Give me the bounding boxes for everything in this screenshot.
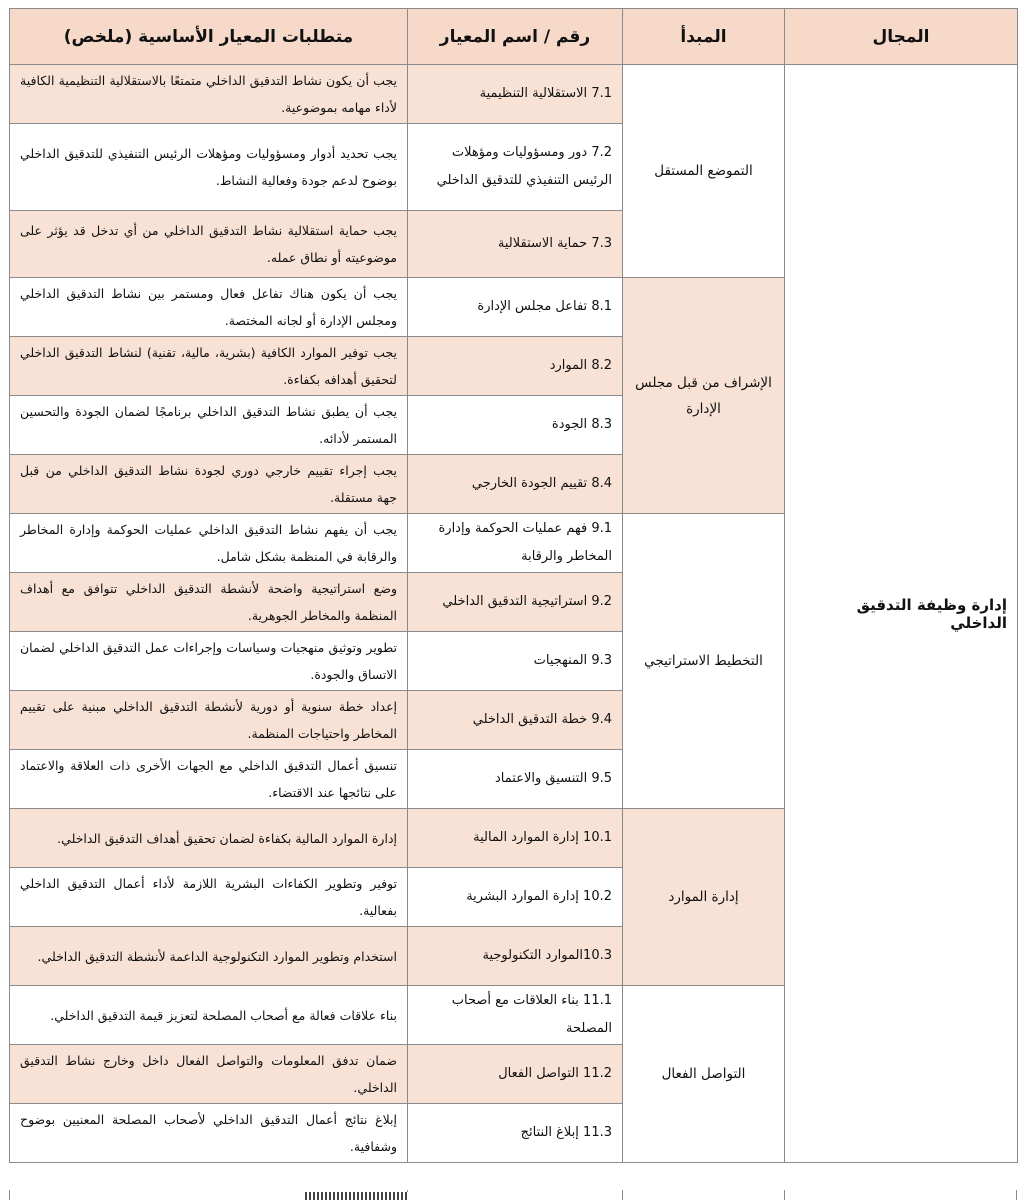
standard-cell: 10.2 إدارة الموارد البشرية: [408, 868, 623, 927]
standard-cell: 10.3الموارد التكنولوجية: [408, 927, 623, 986]
principle-cell: الإشراف من قبل مجلس الإدارة: [623, 278, 785, 514]
standard-cell: 11.1 بناء العلاقات مع أصحاب المصلحة: [408, 986, 623, 1045]
requirement-cell: يجب أن يكون نشاط التدقيق الداخلي متمتعًا بالاستقلالية التنظيمية الكافية لأداء مهامه بموضوعية.: [10, 65, 408, 124]
table-row: [10, 65, 1018, 124]
standard-cell: 7.1 الاستقلالية التنظيمية: [408, 65, 623, 124]
standard-cell: 8.2 الموارد: [408, 337, 623, 396]
standard-cell: 11.3 إبلاغ النتائج: [408, 1104, 623, 1163]
cut-off-text: [305, 1192, 409, 1200]
header-row: [10, 9, 1018, 65]
requirement-cell: ضمان تدفق المعلومات والتواصل الفعال داخل وخارج نشاط التدقيق الداخلي.: [10, 1045, 408, 1104]
standard-cell: 10.1 إدارة الموارد المالية: [408, 809, 623, 868]
column-tick: [622, 1190, 623, 1200]
principle-cell: إدارة الموارد: [623, 809, 785, 986]
principle-cell: التموضع المستقل: [623, 65, 785, 278]
standard-cell: 9.3 المنهجيات: [408, 632, 623, 691]
standard-cell: 9.4 خطة التدقيق الداخلي: [408, 691, 623, 750]
principle-cell: التخطيط الاستراتيجي: [623, 514, 785, 809]
requirement-cell: يجب تحديد أدوار ومسؤوليات ومؤهلات الرئيس التنفيذي للتدقيق الداخلي بوضوح لدعم جودة وفعالية النشاط.: [10, 124, 408, 211]
standard-cell: 9.2 استراتيجية التدقيق الداخلي: [408, 573, 623, 632]
principle-cell: التواصل الفعال: [623, 986, 785, 1163]
requirement-cell: يجب حماية استقلالية نشاط التدقيق الداخلي من أي تدخل قد يؤثر على موضوعيته أو نطاق عمله.: [10, 211, 408, 278]
header-requirements: متطلبات المعيار الأساسية (ملخص): [10, 9, 408, 65]
requirement-cell: يجب أن يفهم نشاط التدقيق الداخلي عمليات الحوكمة وإدارة المخاطر والرقابة في المنظمة بشكل شامل.: [10, 514, 408, 573]
standard-cell: 9.1 فهم عمليات الحوكمة وإدارة المخاطر والرقابة: [408, 514, 623, 573]
requirement-cell: إدارة الموارد المالية بكفاءة لضمان تحقيق أهداف التدقيق الداخلي.: [10, 809, 408, 868]
requirement-cell: بناء علاقات فعالة مع أصحاب المصلحة لتعزيز قيمة التدقيق الداخلي.: [10, 986, 408, 1045]
header-standard: رقم / اسم المعيار: [408, 9, 623, 65]
column-tick: [9, 1190, 10, 1200]
requirement-cell: يجب توفير الموارد الكافية (بشرية، مالية، تقنية) لنشاط التدقيق الداخلي لتحقيق أهدافه بكفاءة.: [10, 337, 408, 396]
column-tick: [1016, 1190, 1017, 1200]
domain-cell: إدارة وظيفة التدقيق الداخلي: [785, 65, 1018, 1163]
requirement-cell: يجب أن يكون هناك تفاعل فعال ومستمر بين نشاط التدقيق الداخلي ومجلس الإدارة أو لجانه المختصة.: [10, 278, 408, 337]
standard-cell: 9.5 التنسيق والاعتماد: [408, 750, 623, 809]
standard-cell: 8.4 تقييم الجودة الخارجي: [408, 455, 623, 514]
requirement-cell: استخدام وتطوير الموارد التكنولوجية الداعمة لأنشطة التدقيق الداخلي.: [10, 927, 408, 986]
requirement-cell: يجب أن يطبق نشاط التدقيق الداخلي برنامجًا لضمان الجودة والتحسين المستمر لأدائه.: [10, 396, 408, 455]
column-tick: [784, 1190, 785, 1200]
standard-cell: 7.2 دور ومسؤوليات ومؤهلات الرئيس التنفيذي للتدقيق الداخلي: [408, 124, 623, 211]
standard-cell: 8.3 الجودة: [408, 396, 623, 455]
requirement-cell: إعداد خطة سنوية أو دورية لأنشطة التدقيق الداخلي مبنية على تقييم المخاطر واحتياجات المنظمة.: [10, 691, 408, 750]
standard-cell: 8.1 تفاعل مجلس الإدارة: [408, 278, 623, 337]
standard-cell: 11.2 التواصل الفعال: [408, 1045, 623, 1104]
header-domain: المجال: [785, 9, 1018, 65]
next-table-edge: [9, 1190, 1017, 1200]
requirement-cell: تطوير وتوثيق منهجيات وسياسات وإجراءات عمل التدقيق الداخلي لضمان الاتساق والجودة.: [10, 632, 408, 691]
requirement-cell: تنسيق أعمال التدقيق الداخلي مع الجهات الأخرى ذات العلاقة والاعتماد على نتائجها عند الاقتضاء.: [10, 750, 408, 809]
header-principle: المبدأ: [623, 9, 785, 65]
standard-cell: 7.3 حماية الاستقلالية: [408, 211, 623, 278]
requirement-cell: توفير وتطوير الكفاءات البشرية اللازمة لأداء أعمال التدقيق الداخلي بفعالية.: [10, 868, 408, 927]
standards-table: [9, 8, 1018, 1163]
requirement-cell: يجب إجراء تقييم خارجي دوري لجودة نشاط التدقيق الداخلي من قبل جهة مستقلة.: [10, 455, 408, 514]
requirement-cell: وضع استراتيجية واضحة لأنشطة التدقيق الداخلي تتوافق مع أهداف المنظمة والمخاطر الجوهرية.: [10, 573, 408, 632]
requirement-cell: إبلاغ نتائج أعمال التدقيق الداخلي لأصحاب المصلحة المعنيين بوضوح وشفافية.: [10, 1104, 408, 1163]
